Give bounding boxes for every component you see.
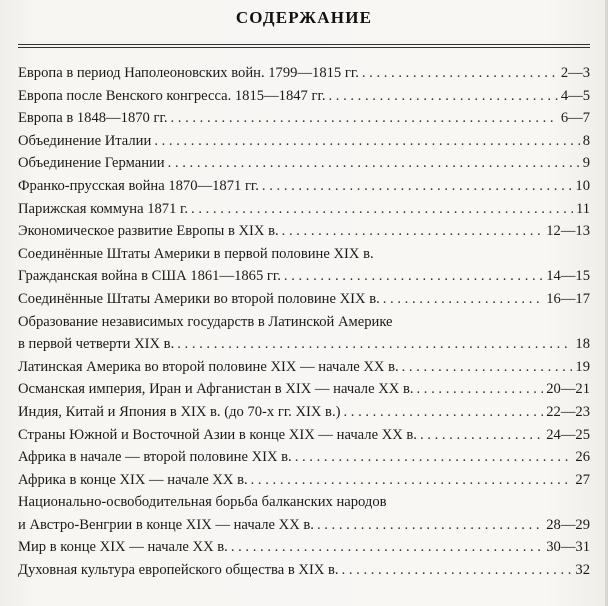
toc-entry[interactable] [18, 152, 590, 175]
toc-entry-page: 30—31 [546, 539, 590, 556]
toc-entry[interactable] [18, 536, 590, 559]
dot-leader [317, 514, 543, 537]
dot-leader [420, 424, 543, 447]
toc-entry[interactable] [18, 559, 590, 582]
toc-entry-page: 16—17 [546, 290, 590, 307]
toc-entry-page: 9 [582, 155, 590, 172]
toc-entry-page: 24—25 [546, 426, 590, 443]
toc-entry[interactable] [18, 491, 590, 536]
toc-entry-title: Латинская Америка во второй половине XIX — начале XX в. [18, 358, 399, 375]
toc-entry-page: 22—23 [546, 403, 590, 420]
toc-entry-page: 8 [582, 132, 590, 149]
toc-entry-title: Объединение Германии [18, 155, 165, 172]
toc-entry[interactable] [18, 198, 590, 221]
toc-entry-title-continued: и Австро-Венгрии в конце XIX — начале XX в. [18, 516, 314, 533]
toc-entry-title: Европа после Венского конгресса. 1815—1847 гг. [18, 87, 326, 104]
toc-entry-title: Африка в начале — второй половине XIX в. [18, 449, 292, 466]
dot-leader [383, 288, 543, 311]
toc-entry[interactable] [18, 401, 590, 424]
title-rule-secondary [18, 47, 590, 48]
toc-entry[interactable] [18, 446, 590, 469]
toc-entry-page: 18 [575, 336, 590, 353]
toc-entry-title: Соединённые Штаты Америки в первой половине XIX в. [18, 245, 374, 262]
toc-entry-title: Духовная культура европейского общества в XIX в. [18, 562, 339, 579]
toc-entry-page: 32 [575, 562, 590, 579]
toc-entry[interactable] [18, 107, 590, 130]
toc-entry[interactable] [18, 288, 590, 311]
dot-leader [328, 85, 557, 108]
toc-entry[interactable] [18, 243, 590, 266]
toc-entry[interactable] [18, 469, 590, 492]
toc-entry[interactable] [18, 175, 590, 198]
dot-leader [343, 401, 543, 424]
toc-entry[interactable] [18, 378, 590, 401]
toc-entry-page: 11 [575, 200, 590, 217]
toc-entry-title: Мир в конце XIX — начале XX в. [18, 539, 228, 556]
toc-entry-page: 14—15 [546, 268, 590, 285]
toc-entry-title: Европа в период Наполеоновских войн. 1799—1815 гг. [18, 65, 359, 81]
dot-leader [342, 559, 573, 582]
toc-entry[interactable] [18, 130, 590, 153]
dot-leader [191, 198, 573, 221]
toc-entry-title: Образование независимых государств в Латинской Америке [18, 313, 393, 330]
toc-entry-title: Страны Южной и Восточной Азии в конце XIX — начале XX в. [18, 426, 417, 443]
toc-entry-page: 19 [575, 358, 590, 375]
dot-leader [262, 175, 572, 198]
toc-entry-title: Национально-освободительная борьба балканских народов [18, 494, 387, 511]
dot-leader [284, 265, 543, 288]
toc-entry[interactable] [18, 220, 590, 243]
toc-entry-title: Индия, Китай и Япония в XIX в. (до 70-х гг. XIX в.) [18, 403, 341, 420]
toc-entry-title: Экономическое развитие Европы в XIX в. [18, 223, 279, 240]
toc-entry-page: 20—21 [546, 381, 590, 398]
toc-entry-page: 27 [575, 471, 590, 488]
toc-entry[interactable] [18, 424, 590, 447]
dot-leader [168, 152, 580, 175]
page-title: СОДЕРЖАНИЕ [235, 8, 373, 27]
dot-leader [402, 356, 573, 379]
toc-entry-title: Парижская коммуна 1871 г. [18, 200, 189, 217]
toc-entry-title-continued: в первой четверти XIX в. [18, 336, 175, 353]
toc-entry-page: 28—29 [546, 516, 590, 533]
toc-entry-title: Европа в 1848—1870 гг. [18, 110, 168, 127]
toc-entry-page: 4—5 [560, 87, 590, 104]
dot-leader [154, 130, 579, 153]
toc-entry-title: Османская империя, Иран и Афганистан в XIX — начале XX в. [18, 381, 414, 398]
toc-entry-title: Африка в конце XIX — начале XX в. [18, 471, 248, 488]
dot-leader [417, 378, 544, 401]
toc-entry-title: Объединение Италии [18, 132, 152, 149]
dot-leader [362, 62, 558, 85]
toc-entry-page: 2—3 [560, 65, 590, 81]
title-rule [18, 44, 590, 45]
dot-leader [231, 536, 543, 559]
toc-entry[interactable] [18, 265, 590, 288]
table-of-contents [18, 62, 590, 582]
toc-entry[interactable] [18, 356, 590, 379]
toc-entry[interactable] [18, 62, 590, 85]
toc-entry[interactable] [18, 85, 590, 108]
dot-leader [170, 107, 557, 130]
toc-entry-page: 12—13 [546, 223, 590, 240]
toc-entry-page: 26 [575, 449, 590, 466]
toc-entry-page: 10 [575, 177, 590, 194]
dot-leader [251, 469, 573, 492]
dot-leader [295, 446, 573, 469]
toc-entry-title: Гражданская война в США 1861—1865 гг. [18, 268, 281, 285]
dot-leader [282, 220, 544, 243]
dot-leader [177, 333, 572, 356]
toc-entry[interactable] [18, 311, 590, 356]
toc-entry-page: 6—7 [560, 110, 590, 127]
toc-entry-title: Соединённые Штаты Америки во второй половине XIX в. [18, 290, 380, 307]
toc-entry-title: Франко-прусская война 1870—1871 гг. [18, 177, 259, 194]
